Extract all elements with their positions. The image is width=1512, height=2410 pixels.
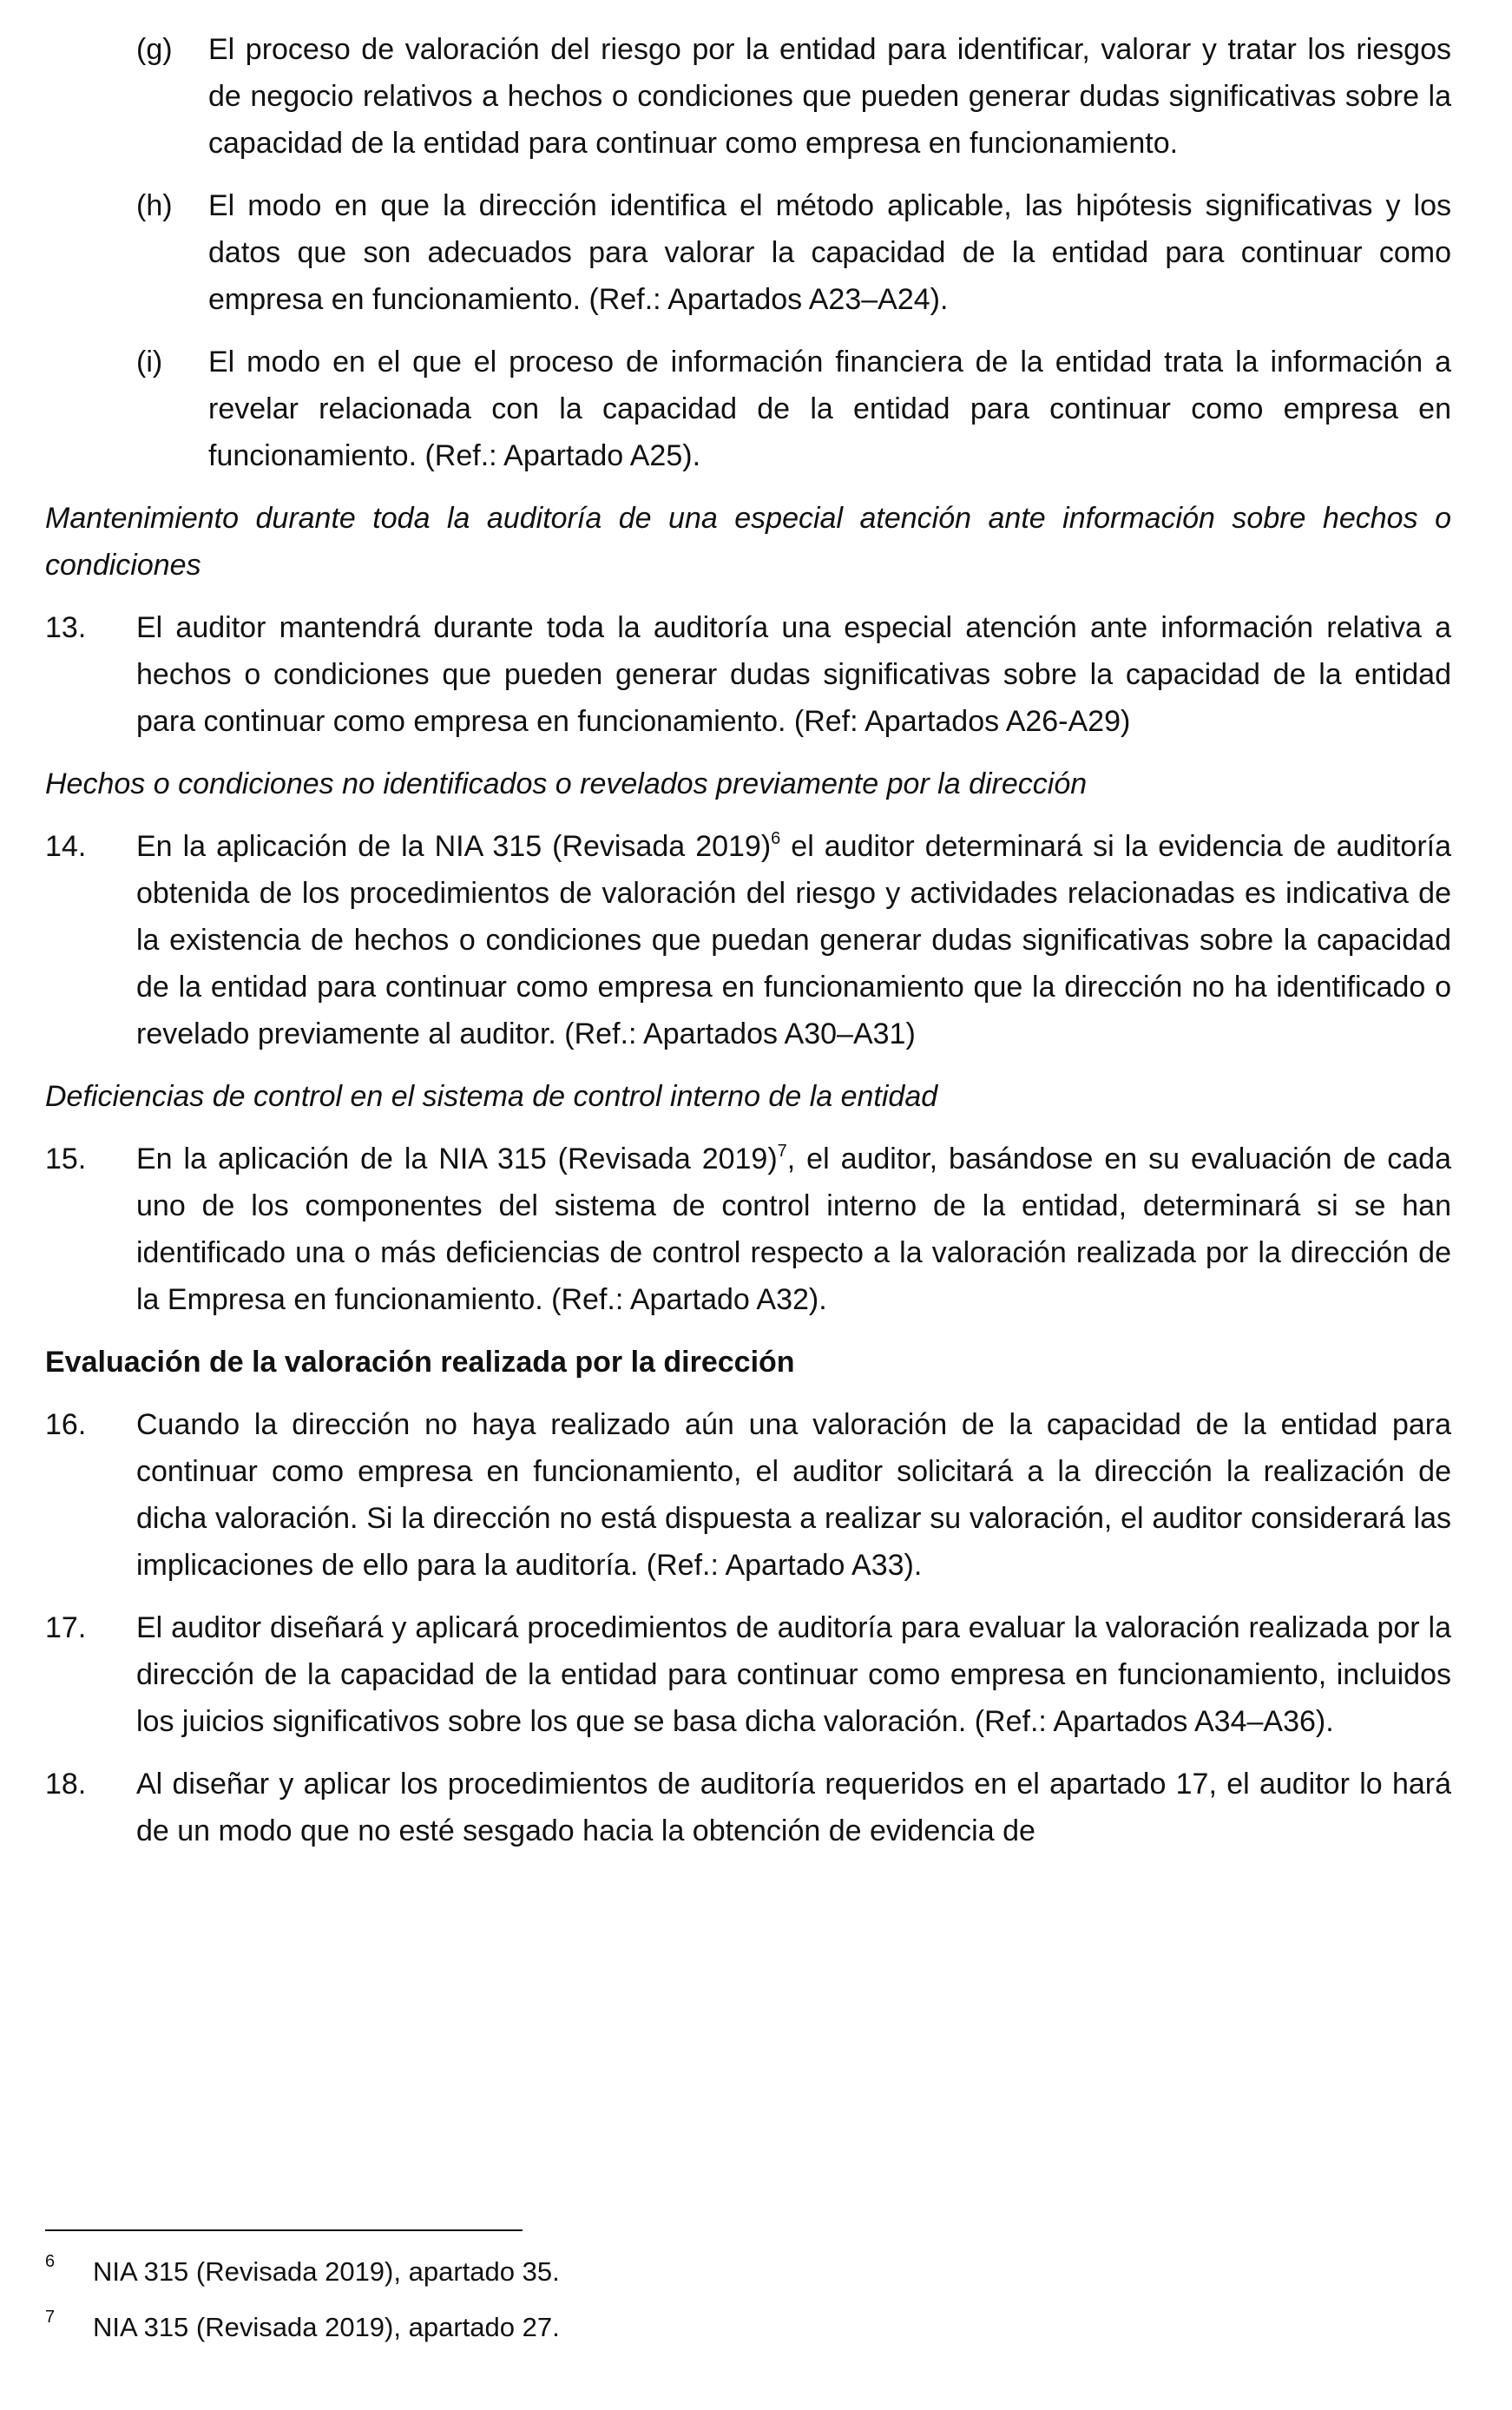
footnote-separator [45,2229,523,2231]
footnote-number: 6 [45,2252,56,2271]
paragraph-number: 15. [45,1142,87,1175]
paragraph-text: Al diseñar y aplicar los procedimientos de auditoría requeridos en el apartado 17, el auditor lo hará de un modo que no esté sesgado hacia la obtención de evidencia de [136,1768,1451,1847]
section-heading-evaluacion: Evaluación de la valoración realizada por la dirección [45,1346,795,1379]
paragraph-number: 18. [45,1768,87,1801]
subitem-text: El modo en el que el proceso de información financiera de la entidad trata la información a revelar relacionada con la capacidad de la entidad para continuar como empresa en funcionamiento. (Ref.: Apartado A25). [208,346,1451,472]
section-heading-hechos: Hechos o condiciones no identificados o revelados previamente por la dirección [45,767,1088,800]
paragraph-14 [45,823,1451,1057]
paragraph-number: 14. [45,830,87,863]
paragraph-number: 17. [45,1611,87,1644]
paragraph-16 [45,1401,1451,1589]
paragraph-number: 13. [45,611,87,644]
subitem-g [136,26,1451,167]
subitem-text: El modo en que la dirección identifica el método aplicable, las hipótesis significativas y los datos que son adecuados para valorar la capacidad de la entidad para continuar como empresa en funcionamiento. (Ref.: Apartados A23–A24). [208,189,1451,316]
subitem-text: El proceso de valoración del riesgo por la entidad para identificar, valorar y tratar los riesgos de negocio relativos a hechos o condiciones que pueden generar dudas significativas sobre la capacidad de la entidad para continuar como empresa en funcionamiento. [208,33,1451,160]
paragraph-text-end: , el auditor, basándose en su evaluación de cada uno de los componentes del sistema de control interno de la entidad, determinará si se han identificado una o más deficiencias de control respecto a la valoración realizada por la dirección de la Empresa en funcionamiento. (Ref.: Apartado A32). [136,1142,1451,1316]
footnote-7 [45,2304,1451,2351]
paragraph-18 [45,1761,1451,1854]
paragraph-text-end: el auditor determinará si la evidencia de auditoría obtenida de los procedimientos de valoración del riesgo y actividades relacionadas es indicativa de la existencia de hechos o condiciones que puedan generar dudas significativas sobre la capacidad de la entidad para continuar como empresa en funcionamiento que la dirección no ha identificado o revelado previamente al auditor. (Ref.: Apartados A30–A31) [136,830,1451,1050]
section-heading-mantenimiento: Mantenimiento durante toda la auditoría de una especial atención ante información sobre hechos o condiciones [45,502,1451,582]
paragraph-number: 16. [45,1408,87,1441]
paragraph-text: Cuando la dirección no haya realizado aún una valoración de la capacidad de la entidad para continuar como empresa en funcionamiento, el auditor solicitará a la dirección la realización de dicha valoración. Si la dirección no está dispuesta a realizar su valoración, el auditor considerará las implicaciones de ello para la auditoría. (Ref.: Apartado A33). [136,1408,1451,1582]
footnote-text: NIA 315 (Revisada 2019), apartado 27. [93,2312,560,2342]
paragraph-text-start: En la aplicación de la NIA 315 (Revisada 2019) [136,1142,778,1175]
paragraph-text: El auditor mantendrá durante toda la auditoría una especial atención ante información relativa a hechos o condiciones que pueden generar dudas significativas sobre la capacidad de la entidad para continuar como empresa en funcionamiento. (Ref: Apartados A26-A29) [136,611,1451,738]
document-body [45,26,1451,1870]
footnote-ref-7: 7 [777,1142,787,1161]
subitem-h [136,182,1451,323]
subitem-i [136,339,1451,479]
footnote-number: 7 [45,2308,56,2327]
footnote-ref-6: 6 [771,829,781,848]
paragraph-text [136,823,1451,1057]
footnote-6 [45,2249,1451,2295]
paragraph-text [136,1136,1451,1323]
subitem-label: (i) [136,346,163,379]
paragraph-text: El auditor diseñará y aplicará procedimientos de auditoría para evaluar la valoración realizada por la dirección de la capacidad de la entidad para continuar como empresa en funcionamiento, incluidos los juicios significativos sobre los que se basa dicha valoración. (Ref.: Apartados A34–A36). [136,1611,1451,1738]
section-heading-deficiencias: Deficiencias de control en el sistema de control interno de la entidad [45,1080,938,1113]
subitem-label: (h) [136,189,173,222]
footnotes [45,2249,1451,2360]
paragraph-text-start: En la aplicación de la NIA 315 (Revisada 2019) [136,830,772,863]
paragraph-13 [45,604,1451,745]
subitem-label: (g) [136,33,173,66]
paragraph-17 [45,1604,1451,1745]
footnote-text: NIA 315 (Revisada 2019), apartado 35. [93,2256,560,2287]
paragraph-15 [45,1136,1451,1323]
